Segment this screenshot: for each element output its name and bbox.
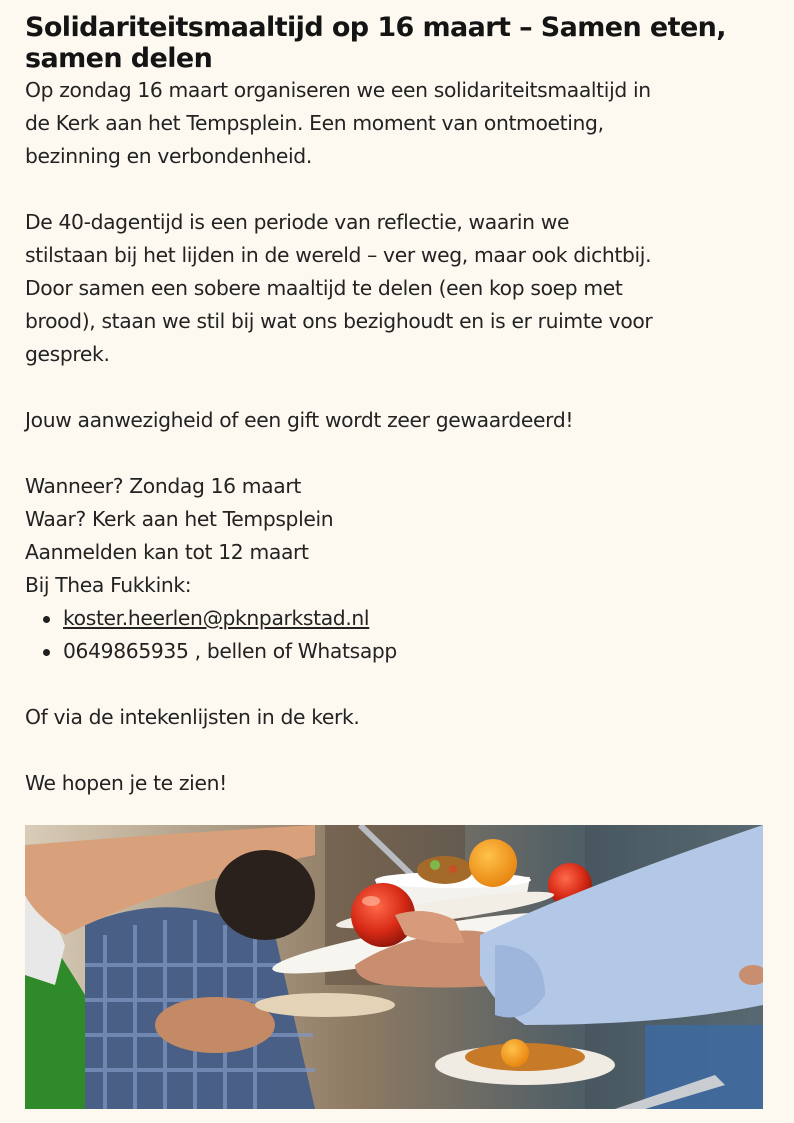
body-line-2: stilstaan bij het lijden in de wereld – ver weg, maar ook dichtbij. <box>25 243 652 267</box>
body-line-4: brood), staan we stil bij wat ons bezighoudt en is er ruimte voor <box>25 309 653 333</box>
spacer <box>25 437 765 470</box>
page-title: Solidariteitsmaaltijd op 16 maart – Samen eten, samen delen <box>25 12 726 74</box>
when-text: Wanneer? Zondag 16 maart <box>25 474 301 498</box>
spacer <box>25 173 765 206</box>
contact-intro: Bij Thea Fukkink: <box>25 573 192 597</box>
spacer <box>25 371 765 404</box>
food-serving-photo <box>25 825 763 1109</box>
register-deadline: Aanmelden kan tot 12 maart <box>25 540 309 564</box>
list-item <box>63 602 765 635</box>
alt-register-text: Of via de intekenlijsten in de kerk. <box>25 705 360 729</box>
intro-line-1: Op zondag 16 maart organiseren we een solidariteitsmaaltijd in <box>25 78 651 102</box>
body-line-3: Door samen een sobere maaltijd te delen (een kop soep met <box>25 276 623 300</box>
spacer <box>25 668 765 701</box>
spacer <box>25 734 765 767</box>
list-item: 0649865935 , bellen of Whatsapp <box>63 635 765 668</box>
where-text: Waar? Kerk aan het Tempsplein <box>25 507 334 531</box>
appreciation-text: Jouw aanwezigheid of een gift wordt zeer gewaardeerd! <box>25 408 574 432</box>
closing-text: We hopen je te zien! <box>25 771 227 795</box>
body-line-5: gesprek. <box>25 342 110 366</box>
contact-list <box>25 602 765 668</box>
email-link[interactable]: koster.heerlen@pknparkstad.nl <box>63 606 370 630</box>
intro-line-2: de Kerk aan het Tempsplein. Een moment van ontmoeting, <box>25 111 604 135</box>
body-line-1: De 40-dagentijd is een periode van reflectie, waarin we <box>25 210 570 234</box>
article <box>25 12 765 800</box>
intro-line-3: bezinning en verbondenheid. <box>25 144 312 168</box>
